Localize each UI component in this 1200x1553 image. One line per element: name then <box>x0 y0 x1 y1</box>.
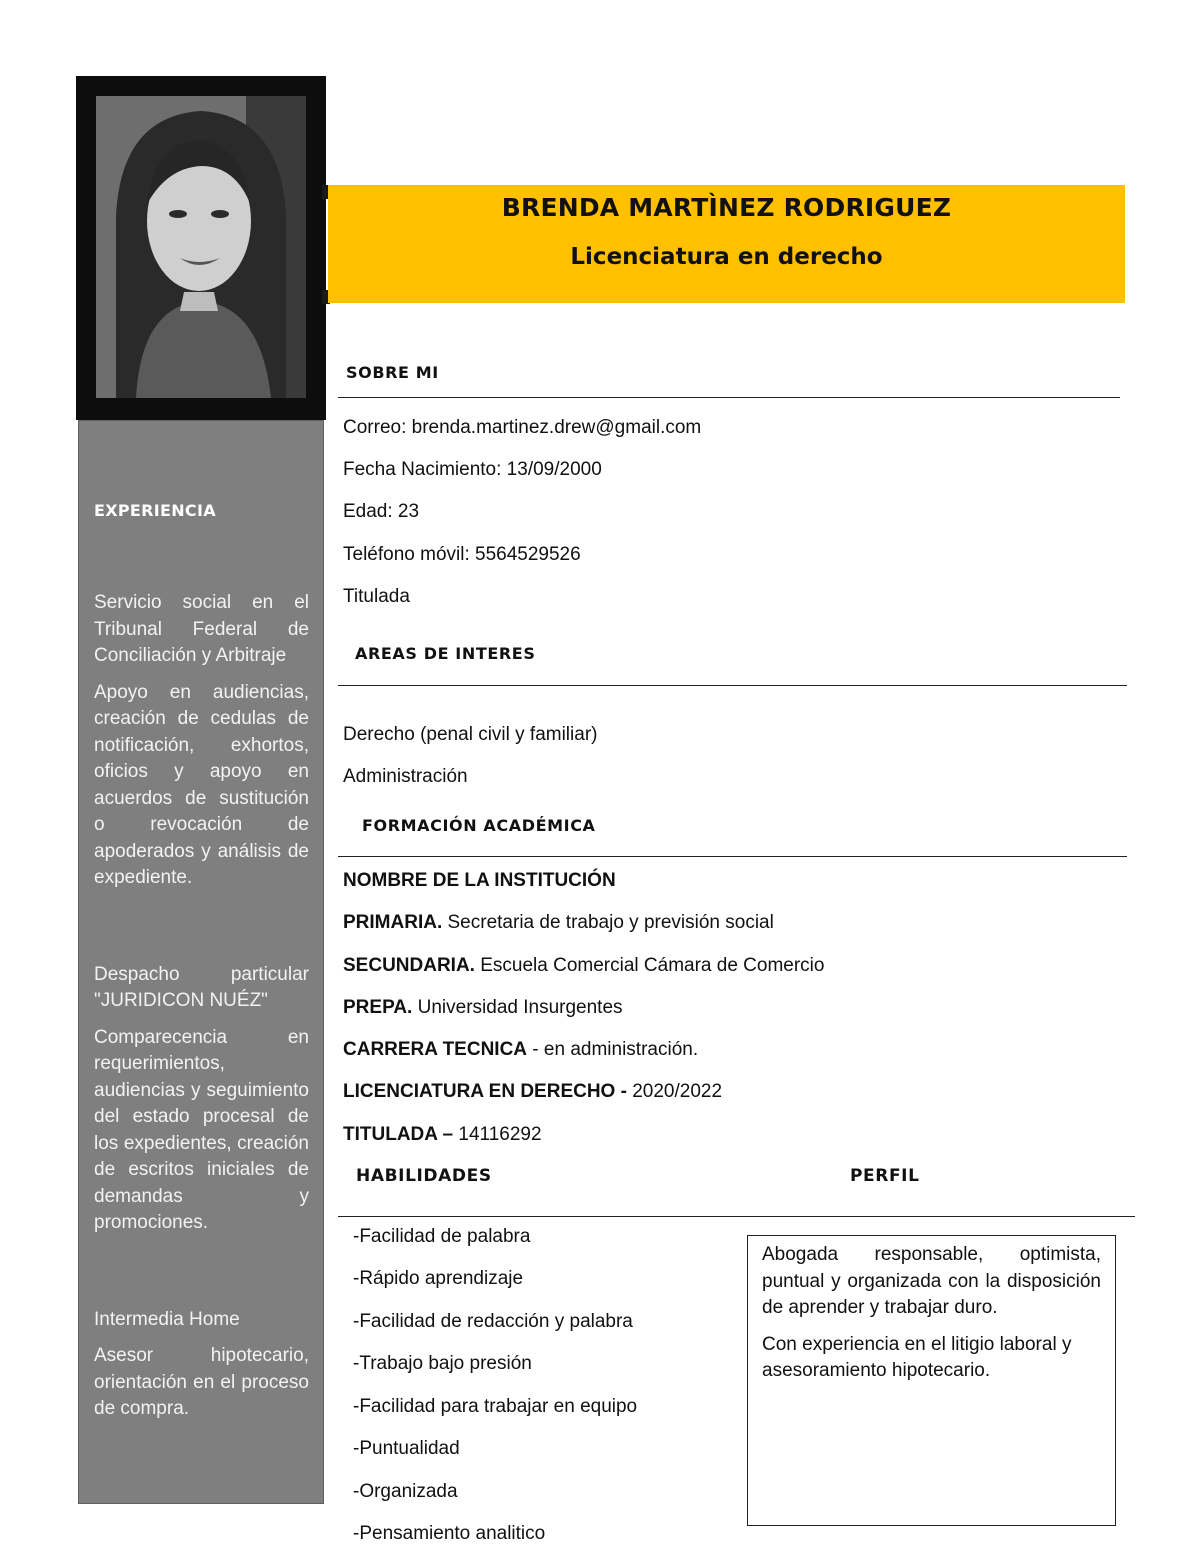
skill-item: -Facilidad de redacción y palabra <box>353 1311 633 1332</box>
skills-heading: HABILIDADES <box>356 1166 492 1186</box>
skill-item: -Trabajo bajo presión <box>353 1353 532 1374</box>
about-age: Edad: 23 <box>343 501 420 522</box>
about-heading: SOBRE MI <box>346 363 439 382</box>
experience-heading: EXPERIENCIA <box>94 501 216 520</box>
job-title: Servicio social en el Tribunal Federal de Conciliación y Arbitraje <box>94 592 309 666</box>
education-level: SECUNDARIA. <box>343 955 475 976</box>
about-divider <box>338 397 1120 398</box>
profile-heading: PERFIL <box>850 1166 920 1186</box>
profile-box <box>747 1235 1116 1526</box>
job-title: Despacho particular "JURIDICON NUÉZ" <box>94 963 309 1011</box>
education-row <box>343 955 824 977</box>
education-row <box>343 912 774 934</box>
education-level: PREPA. <box>343 997 413 1018</box>
about-birthdate: Fecha Nacimiento: 13/09/2000 <box>343 459 602 480</box>
education-institution: Secretaria de trabajo y previsión social <box>442 912 774 933</box>
education-institution: Escuela Comercial Cámara de Comercio <box>474 955 825 976</box>
profile-photo <box>96 96 306 398</box>
skill-item: -Organizada <box>353 1481 458 1502</box>
education-institution: - en administración. <box>527 1039 699 1060</box>
profile-paragraph: Abogada responsable, optimista, puntual y organizada con la disposición de aprender y trabajar duro. <box>762 1244 1101 1318</box>
education-row <box>343 1124 542 1146</box>
interest-item: Derecho (penal civil y familiar) <box>343 724 598 745</box>
skill-item: -Facilidad para trabajar en equipo <box>353 1396 638 1417</box>
education-divider <box>338 856 1127 857</box>
job-description: Comparecencia en requerimientos, audiencias y seguimiento del estado procesal de los expedientes, creación de escritos iniciales de demandas y promociones. <box>94 1026 309 1233</box>
about-status: Titulada <box>343 586 410 607</box>
skill-item: -Facilidad de palabra <box>353 1226 531 1247</box>
job-description: Asesor hipotecario, orientación en el proceso de compra. <box>94 1345 309 1419</box>
education-heading: FORMACIÓN ACADÉMICA <box>362 816 596 835</box>
interests-heading: AREAS DE INTERES <box>355 644 536 663</box>
education-level: PRIMARIA. <box>343 912 443 933</box>
interests-divider <box>338 685 1127 686</box>
education-row <box>343 1039 698 1061</box>
education-level: TITULADA – <box>343 1124 454 1145</box>
education-level: CARRERA TECNICA <box>343 1039 528 1060</box>
about-phone: Teléfono móvil: 5564529526 <box>343 544 581 565</box>
interest-item: Administración <box>343 766 468 787</box>
skill-item: -Pensamiento analitico <box>353 1523 546 1544</box>
job-description: Apoyo en audiencias, creación de cedulas de notificación, exhortos, oficios y apoyo en acuerdos de sustitución o revocación de apoderados y análisis de expediente. <box>94 681 309 888</box>
education-row <box>343 1081 722 1103</box>
candidate-degree: Licenciatura en derecho <box>570 244 883 270</box>
skill-item: -Puntualidad <box>353 1438 460 1459</box>
job-title: Intermedia Home <box>94 1308 240 1330</box>
header-banner <box>328 185 1125 303</box>
education-institution: 14116292 <box>453 1124 542 1145</box>
profile-paragraph: Con experiencia en el litigio laboral y asesoramiento hipotecario. <box>762 1333 1072 1381</box>
education-level: LICENCIATURA EN DERECHO - <box>343 1081 627 1102</box>
about-email: Correo: brenda.martinez.drew@gmail.com <box>343 417 702 438</box>
education-row <box>343 997 623 1019</box>
education-subheading: NOMBRE DE LA INSTITUCIÓN <box>343 870 616 891</box>
skills-divider <box>338 1216 1135 1217</box>
education-institution: Universidad Insurgentes <box>412 997 623 1018</box>
skill-item: -Rápido aprendizaje <box>353 1268 524 1289</box>
education-institution: 2020/2022 <box>626 1081 723 1102</box>
experience-sidebar <box>78 420 324 1504</box>
candidate-name: BRENDA MARTÌNEZ RODRIGUEZ <box>501 193 952 222</box>
